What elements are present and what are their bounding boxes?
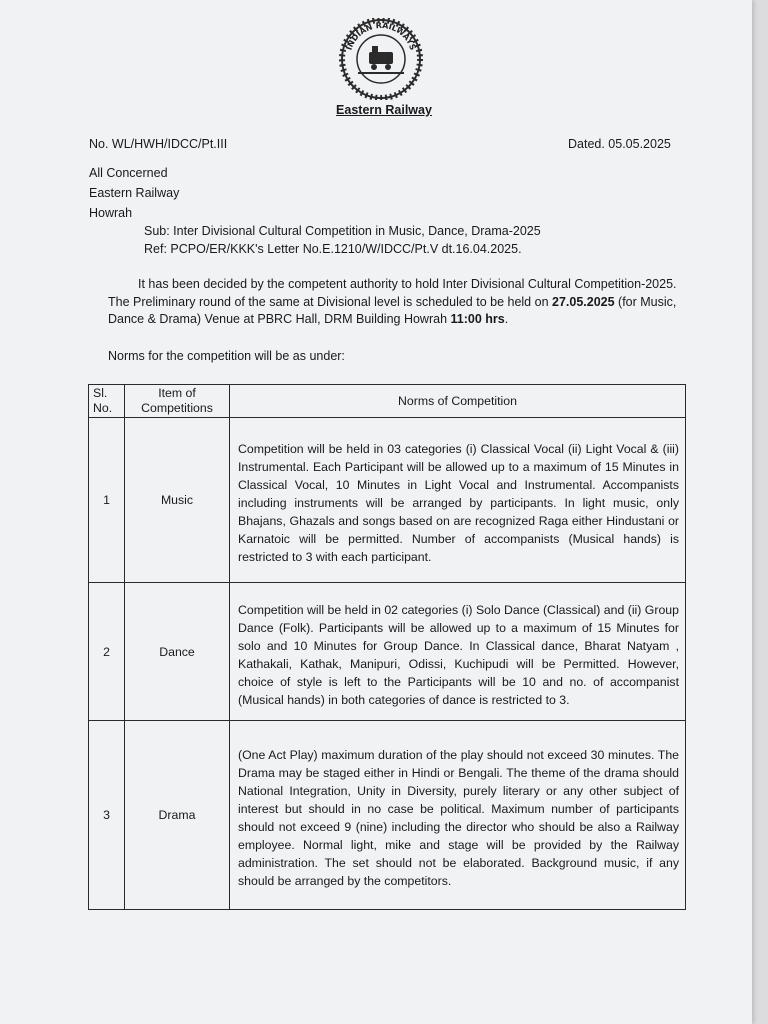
svg-text:INDIAN RAILWAYS: INDIAN RAILWAYS: [344, 20, 418, 52]
norms-intro: Norms for the competition will be as under:: [108, 349, 345, 363]
table-row: [89, 418, 686, 583]
row-item: Dance: [125, 583, 230, 721]
row-norms: Competition will be held in 02 categories (i) Solo Dance (Classical) and (ii) Group Dance (Folk). Participants will be allowed up to a maximum of 15 Minutes for solo and 10 Minutes for Group Dance. In Classical dance, Bharat Natyam , Kathakali, Kathak, Manipuri, Odissi, Kuchipudi will be Permitted. However, choice of style is left to the Participants will be 10 and no. of accompanist (Musical hands) in both categories of dance is restricted to 3.: [230, 583, 686, 721]
reference-line: Ref: PCPO/ER/KKK's Letter No.E.1210/W/IDCC/Pt.V dt.16.04.2025.: [144, 242, 522, 256]
norms-table: [88, 384, 686, 910]
letter-date: Dated. 05.05.2025: [568, 137, 671, 151]
table-header-row: [89, 385, 686, 418]
body-text: (for Music, Dance & Drama) Venue at PBRC Hall, DRM Building Howrah: [108, 294, 677, 326]
address-line: All Concerned: [89, 166, 168, 180]
table-row: [89, 583, 686, 721]
address-line: Howrah: [89, 206, 133, 220]
row-sl: 3: [89, 721, 125, 910]
body-text: It has been decided by the competent authority to hold Inter Divisional Cultural Competition-2025. The Preliminary round of the same at Divisional level is scheduled to be held on: [108, 277, 677, 309]
logo-emblem-icon: [334, 18, 428, 100]
row-norms: (One Act Play) maximum duration of the play should not exceed 30 minutes. The Drama may be staged either in Hindi or Bengali. The theme of the drama should National Integration, Unity in Diversity, purely literary or any other subject of interest but should in no case be political. Maximum number of participants should not exceed 9 (nine) including the director who should be also a Railway employee. Normal light, mike and stage will be provided by the Railway administration. The set should not be elaborated. Background music, if any should be arranged by the competitors.: [230, 721, 686, 910]
row-item: Music: [125, 418, 230, 583]
row-item: Drama: [125, 721, 230, 910]
event-time: 11:00 hrs: [450, 312, 505, 326]
row-norms: Competition will be held in 03 categories (i) Classical Vocal (ii) Light Vocal & (iii) Instrumental. Each Participant will be allowed up to a maximum of 15 Minutes in Classical Vocal, 10 Minutes in Light Vocal and Instrumental. Accompanists including instruments will be arranged by participants. In light music, only Bhajans, Ghazals and songs based on are recognized Raga either Hindustani or Karnatoic will be permitted. Number of accompanists (Musical hands) is restricted to 3 with each participant.: [230, 418, 686, 583]
address-line: Eastern Railway: [89, 186, 180, 200]
header-sl: Sl. No.: [89, 385, 125, 418]
body-paragraph: It has been decided by the competent authority to hold Inter Divisional Cultural Competition-2025. The Preliminary round of the same at Divisional level is scheduled to be held on 27.05.2025 (for Music, Dance & Drama) Venue at PBRC Hall, DRM Building Howrah 11:00 hrs.: [108, 277, 677, 326]
header-item: Item of Competitions: [125, 385, 230, 418]
table-row: [89, 721, 686, 910]
event-date: 27.05.2025: [552, 294, 615, 309]
row-sl: 1: [89, 418, 125, 583]
railway-title: Eastern Railway: [336, 103, 432, 117]
header-norms: Norms of Competition: [230, 385, 686, 418]
reference-number: No. WL/HWH/IDCC/Pt.III: [89, 137, 228, 151]
indian-railways-logo: [334, 18, 428, 100]
row-sl: 2: [89, 583, 125, 721]
subject-line: Sub: Inter Divisional Cultural Competition in Music, Dance, Drama-2025: [144, 224, 541, 238]
